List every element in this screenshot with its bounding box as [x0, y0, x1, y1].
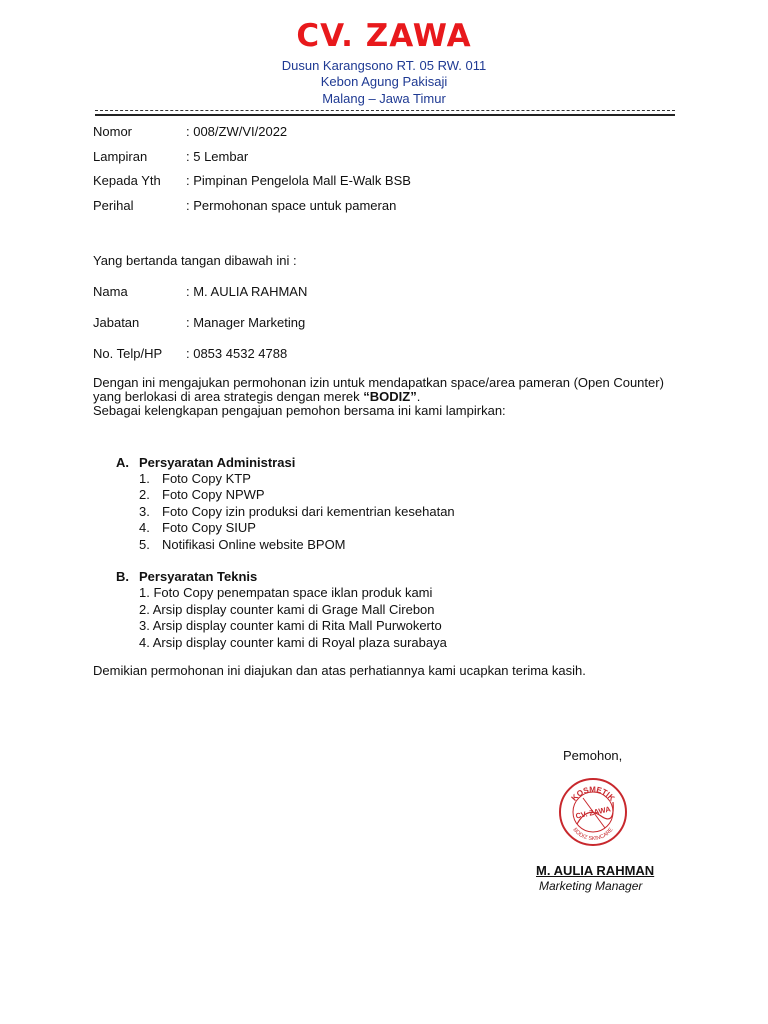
identity-value: : Manager Marketing: [186, 315, 306, 330]
meta-label: Perihal: [93, 198, 134, 213]
meta-row-lampiran: [93, 149, 248, 164]
identity-label: Jabatan: [93, 315, 140, 330]
meta-row-nomor: [93, 124, 287, 139]
meta-value: : Permohonan space untuk pameran: [186, 198, 397, 213]
identity-row-telp: [93, 346, 287, 361]
list-number: 3.: [139, 504, 150, 519]
meta-label: Lampiran: [93, 149, 148, 164]
section-letter: B.: [116, 569, 129, 584]
address-line-1: Dusun Karangsono RT. 05 RW. 011: [281, 58, 487, 73]
meta-label: Nomor: [93, 124, 133, 139]
list-item: 2. Arsip display counter kami di Grage Mall Cirebon: [139, 602, 435, 617]
list-item: 1. Foto Copy penempatan space iklan produk kami: [139, 585, 433, 600]
address-line-2: Kebon Agung Pakisaji: [320, 74, 448, 89]
list-number: 4.: [139, 520, 150, 535]
signatory-title: Marketing Manager: [539, 879, 643, 893]
meta-row-perihal: [93, 198, 396, 213]
meta-label: Kepada Yth: [93, 173, 161, 188]
meta-value: : 008/ZW/VI/2022: [186, 124, 288, 139]
section-title: Persyaratan Teknis: [139, 569, 258, 584]
signature-greeting: Pemohon,: [563, 748, 623, 763]
list-item: 3. Arsip display counter kami di Rita Mall Purwokerto: [139, 618, 442, 633]
letterhead-divider-solid: [95, 114, 675, 116]
list-item: [139, 504, 455, 519]
brand-name: “BODIZ”: [363, 389, 417, 404]
body-line-3: Sebagai kelengkapan pengajuan pemohon bersama ini kami lampirkan:: [93, 403, 506, 418]
list-item: [139, 471, 251, 486]
stamp-center-text: CV. ZAWA: [574, 804, 612, 821]
stamp-top-text: KOSMETIK: [569, 784, 617, 803]
list-item: [139, 537, 346, 552]
list-number: 1.: [139, 471, 150, 486]
list-text: Notifikasi Online website BPOM: [162, 537, 346, 552]
list-item: 4. Arsip display counter kami di Royal plaza surabaya: [139, 635, 447, 650]
section-b-heading: [116, 569, 257, 584]
list-text: Foto Copy izin produksi dari kementrian kesehatan: [162, 504, 455, 519]
body-line-2-pre: yang berlokasi di area strategis dengan merek: [93, 389, 364, 404]
company-name: CV. ZAWA: [296, 18, 472, 54]
body-line-2: [93, 390, 675, 404]
list-text: Foto Copy KTP: [162, 471, 251, 486]
address-line-3: Malang – Jawa Timur: [322, 91, 446, 106]
intro-text: Yang bertanda tangan dibawah ini :: [93, 253, 297, 268]
identity-label: No. Telp/HP: [93, 346, 163, 361]
identity-value: : 0853 4532 4788: [186, 346, 288, 361]
closing-text: Demikian permohonan ini diajukan dan atas perhatiannya kami ucapkan terima kasih.: [93, 663, 586, 678]
identity-row-jabatan: [93, 315, 305, 330]
stamp-bottom-text: BODIZ SKINCARE: [571, 826, 615, 843]
list-item: [139, 487, 265, 502]
list-number: 2.: [139, 487, 150, 502]
list-number: 5.: [139, 537, 150, 552]
identity-value: : M. AULIA RAHMAN: [186, 284, 308, 299]
section-letter: A.: [116, 455, 129, 470]
body-paragraph: [93, 376, 675, 418]
identity-row-nama: [93, 284, 307, 299]
company-stamp: [557, 776, 629, 848]
body-line-2-post: .: [416, 389, 421, 404]
list-text: Foto Copy SIUP: [162, 520, 256, 535]
meta-row-kepada: [93, 173, 411, 188]
section-a-heading: [116, 455, 295, 470]
letterhead-divider-dashed: [95, 110, 675, 111]
signatory-name: M. AULIA RAHMAN: [536, 863, 655, 878]
meta-value: : Pimpinan Pengelola Mall E-Walk BSB: [186, 173, 411, 188]
identity-label: Nama: [93, 284, 128, 299]
section-title: Persyaratan Administrasi: [139, 455, 296, 470]
list-text: Foto Copy NPWP: [162, 487, 265, 502]
body-line-1: Dengan ini mengajukan permohonan izin untuk mendapatkan space/area pameran (Open Counter): [93, 375, 664, 390]
meta-value: : 5 Lembar: [186, 149, 249, 164]
list-item: [139, 520, 256, 535]
